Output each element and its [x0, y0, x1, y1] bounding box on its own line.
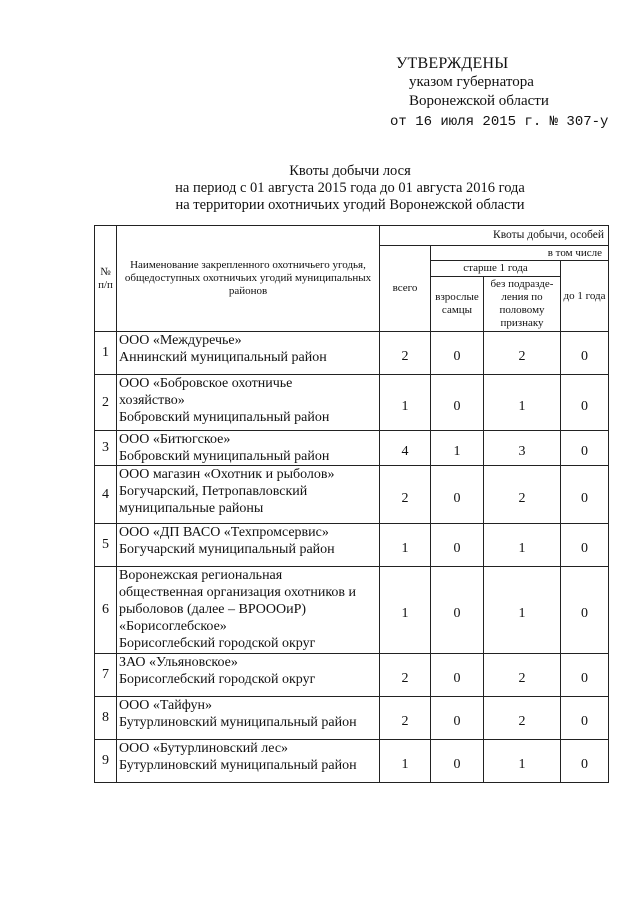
name-line: Борисоглебский городской округ — [119, 672, 316, 687]
name-line: общественная организация охотников и — [119, 585, 357, 600]
table-row — [95, 375, 609, 431]
approval-decree-number: от 16 июля 2015 г. № 307-у — [390, 114, 609, 130]
quota-total: 2 — [380, 697, 431, 740]
name-line: хозяйство» — [119, 393, 185, 408]
row-number: 2 — [95, 375, 117, 431]
hunting-ground-name — [117, 375, 380, 431]
quota-no-sex-division: 1 — [484, 567, 561, 654]
quota-adult-males: 0 — [431, 654, 484, 697]
quota-no-sex-division: 1 — [484, 375, 561, 431]
approval-title: УТВЕРЖДЕНЫ — [396, 55, 509, 72]
quota-under-one-year: 0 — [561, 431, 609, 466]
quota-adult-males: 0 — [431, 466, 484, 524]
title-line-1: Квоты добычи лося — [289, 163, 411, 179]
header-adult-males: взрослые самцы — [431, 277, 484, 332]
row-number: 4 — [95, 466, 117, 524]
name-line: ЗАО «Ульяновское» — [119, 655, 238, 670]
table-row — [95, 567, 609, 654]
header-older-than-one-year: старше 1 года — [431, 261, 561, 277]
quota-total: 1 — [380, 567, 431, 654]
table-row — [95, 466, 609, 524]
quota-no-sex-division: 1 — [484, 740, 561, 783]
title-line-3: на территории охотничьих угодий Воронежской области — [175, 197, 525, 213]
quota-total: 1 — [380, 375, 431, 431]
table-row — [95, 697, 609, 740]
quota-adult-males: 0 — [431, 697, 484, 740]
name-line: ООО «Тайфун» — [119, 698, 212, 713]
quota-table — [94, 225, 609, 783]
row-number: 9 — [95, 740, 117, 783]
quota-adult-males: 0 — [431, 375, 484, 431]
name-line: «Борисоглебское» — [119, 619, 227, 634]
quota-adult-males: 1 — [431, 431, 484, 466]
approval-block — [390, 54, 636, 132]
name-line: ООО «Битюгское» — [119, 432, 231, 447]
name-line: Бобровский муниципальный район — [119, 410, 330, 425]
hunting-ground-name — [117, 697, 380, 740]
quota-under-one-year: 0 — [561, 375, 609, 431]
quota-under-one-year: 0 — [561, 697, 609, 740]
header-under-one-year: до 1 года — [561, 261, 609, 332]
quota-adult-males: 0 — [431, 332, 484, 375]
name-line: ООО «Междуречье» — [119, 333, 242, 348]
name-line: Бутурлиновский муниципальный район — [119, 715, 357, 730]
table-row — [95, 654, 609, 697]
quota-total: 4 — [380, 431, 431, 466]
header-including: в том числе — [431, 246, 609, 261]
name-line: Богучарский муниципальный район — [119, 542, 335, 557]
name-line: Бутурлиновский муниципальный район — [119, 758, 357, 773]
quota-total: 2 — [380, 332, 431, 375]
hunting-ground-name — [117, 466, 380, 524]
header-total: всего — [380, 246, 431, 332]
name-line: Воронежская региональная — [119, 568, 283, 583]
name-line: Богучарский, Петропавловский — [119, 484, 308, 499]
approval-issuer: указом губернатора — [409, 74, 534, 90]
hunting-ground-name — [117, 740, 380, 783]
quota-total: 1 — [380, 524, 431, 567]
row-number: 5 — [95, 524, 117, 567]
hunting-ground-name — [117, 524, 380, 567]
name-line: ООО «ДП ВАСО «Техпромсервис» — [119, 525, 329, 540]
quota-no-sex-division: 2 — [484, 332, 561, 375]
header-num: № п/п — [95, 226, 117, 332]
name-line: Борисоглебский городской округ — [119, 636, 316, 651]
row-number: 6 — [95, 567, 117, 654]
quota-under-one-year: 0 — [561, 466, 609, 524]
quota-no-sex-division: 2 — [484, 697, 561, 740]
row-number: 3 — [95, 431, 117, 466]
quota-no-sex-division: 3 — [484, 431, 561, 466]
row-number: 8 — [95, 697, 117, 740]
table-row — [95, 740, 609, 783]
quota-under-one-year: 0 — [561, 740, 609, 783]
quota-total: 1 — [380, 740, 431, 783]
table-row — [95, 332, 609, 375]
name-line: муниципальные районы — [119, 501, 264, 516]
header-no-sex-division: без подразде-ления по половому признаку — [484, 277, 561, 332]
quota-total: 2 — [380, 466, 431, 524]
quota-under-one-year: 0 — [561, 567, 609, 654]
quota-under-one-year: 0 — [561, 332, 609, 375]
header-quota: Квоты добычи, особей — [380, 226, 609, 246]
name-line: Аннинский муниципальный район — [119, 350, 327, 365]
header-name: Наименование закрепленного охотничьего угодья, общедоступных охотничьих угодий муниципальных районов — [117, 226, 380, 332]
hunting-ground-name — [117, 332, 380, 375]
hunting-ground-name — [117, 654, 380, 697]
hunting-ground-name — [117, 431, 380, 466]
title-line-2: на период с 01 августа 2015 года до 01 августа 2016 года — [175, 180, 525, 196]
name-line: ООО магазин «Охотник и рыболов» — [119, 467, 335, 482]
table-row — [95, 524, 609, 567]
quota-no-sex-division: 2 — [484, 466, 561, 524]
hunting-ground-name — [117, 567, 380, 654]
quota-under-one-year: 0 — [561, 654, 609, 697]
row-number: 7 — [95, 654, 117, 697]
quota-under-one-year: 0 — [561, 524, 609, 567]
quota-adult-males: 0 — [431, 524, 484, 567]
table-row — [95, 431, 609, 466]
name-line: ООО «Бутурлиновский лес» — [119, 741, 289, 756]
quota-no-sex-division: 2 — [484, 654, 561, 697]
row-number: 1 — [95, 332, 117, 375]
name-line: Бобровский муниципальный район — [119, 449, 330, 464]
document-title — [150, 163, 550, 214]
quota-adult-males: 0 — [431, 740, 484, 783]
quota-total: 2 — [380, 654, 431, 697]
quota-no-sex-division: 1 — [484, 524, 561, 567]
name-line: ООО «Бобровское охотничье — [119, 376, 293, 391]
approval-region: Воронежской области — [409, 93, 549, 109]
quota-adult-males: 0 — [431, 567, 484, 654]
name-line: рыболовов (далее – ВРОООиР) — [119, 602, 307, 617]
